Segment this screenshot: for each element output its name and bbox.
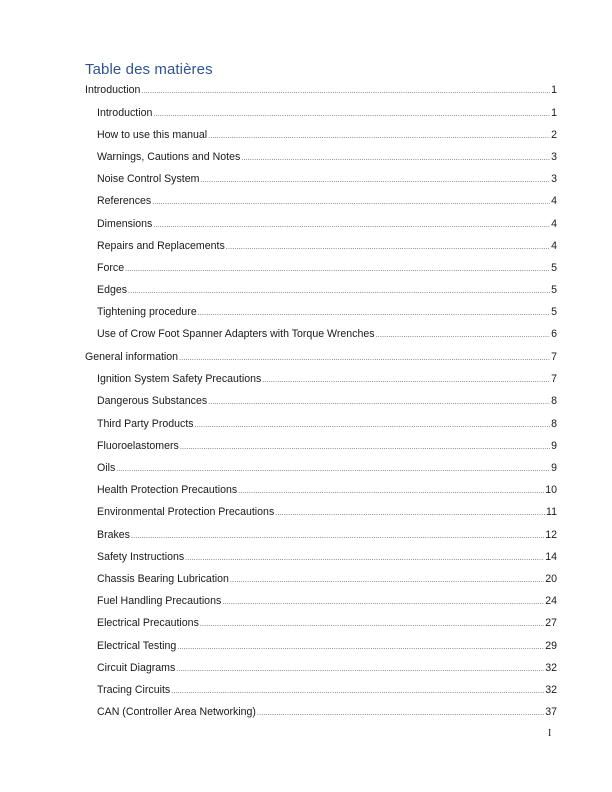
toc-entry[interactable] <box>85 261 557 283</box>
toc-entry[interactable] <box>85 616 557 638</box>
page-number: I <box>548 728 552 739</box>
toc-entry-label: Use of Crow Foot Spanner Adapters with Torque Wrenches <box>97 328 375 341</box>
toc-entry-page: 32 <box>545 661 557 674</box>
toc-dot-leader <box>177 643 544 653</box>
toc-dot-leader <box>200 620 544 630</box>
toc-entry[interactable] <box>85 439 557 461</box>
toc-dot-leader <box>376 331 551 341</box>
toc-entry-page: 14 <box>545 550 557 563</box>
toc-entry-label: Force <box>97 261 125 274</box>
toc-dot-leader <box>200 176 550 186</box>
toc-dot-leader <box>241 154 550 164</box>
toc-entry-label: Warnings, Cautions and Notes <box>97 150 241 163</box>
toc-entry-label: Ignition System Safety Precautions <box>97 373 262 386</box>
toc-entry[interactable] <box>85 83 557 106</box>
toc-entry-label: Third Party Products <box>97 417 194 430</box>
toc-entry[interactable] <box>85 172 557 194</box>
toc-dot-leader <box>131 532 544 542</box>
toc-dot-leader <box>257 709 544 719</box>
toc-entry[interactable] <box>85 661 557 683</box>
toc-entry-label: Repairs and Replacements <box>97 239 225 252</box>
toc-entry-label: Safety Instructions <box>97 550 185 563</box>
toc-entry-label: Health Protection Precautions <box>97 484 238 497</box>
toc-entry-page: 2 <box>551 128 557 141</box>
toc-dot-leader <box>230 576 544 586</box>
toc-dot-leader <box>226 243 550 253</box>
toc-entry-page: 20 <box>545 572 557 585</box>
toc-entry-label: Edges <box>97 284 128 297</box>
toc-entry-label: Fluoroelastomers <box>97 439 179 452</box>
toc-entry[interactable] <box>85 683 557 705</box>
toc-dot-leader <box>176 665 544 675</box>
toc-entry[interactable] <box>85 194 557 216</box>
toc-entry-label: Introduction <box>85 84 141 96</box>
toc-entry-label: References <box>97 195 152 208</box>
toc-entry-page: 5 <box>551 261 557 274</box>
toc-dot-leader <box>153 110 550 120</box>
toc-entry-page: 6 <box>551 328 557 341</box>
toc-entry-page: 29 <box>545 639 557 652</box>
toc-dot-leader <box>128 287 550 297</box>
toc-entry[interactable] <box>85 417 557 439</box>
toc-dot-leader <box>185 554 544 564</box>
toc-entry-page: 1 <box>551 84 557 96</box>
toc-entry-label: Circuit Diagrams <box>97 661 176 674</box>
toc-entry-page: 7 <box>551 350 557 363</box>
toc-entry-label: How to use this manual <box>97 128 208 141</box>
toc-entry-page: 3 <box>551 150 557 163</box>
toc-entry-page: 9 <box>551 462 557 474</box>
toc-title: Table des matières <box>85 61 213 78</box>
toc-entry-page: 4 <box>551 217 557 230</box>
toc-entry-page: 10 <box>545 484 557 497</box>
toc-entry[interactable] <box>85 572 557 594</box>
toc-entry[interactable] <box>85 283 557 305</box>
toc-entry[interactable] <box>85 350 557 373</box>
toc-entry-label: General information <box>85 350 179 363</box>
toc-dot-leader <box>208 398 550 408</box>
toc-entry-page: 37 <box>545 706 557 719</box>
toc-entry-page: 1 <box>551 106 557 119</box>
toc-dot-leader <box>116 465 550 475</box>
toc-entry[interactable] <box>85 217 557 239</box>
toc-entry-page: 5 <box>551 306 557 319</box>
toc-entry-label: Dangerous Substances <box>97 395 208 408</box>
toc-entry[interactable] <box>85 483 557 505</box>
toc-dot-leader <box>195 421 551 431</box>
toc-dot-leader <box>152 198 550 208</box>
toc-entry[interactable] <box>85 239 557 261</box>
toc-entry-label: Fuel Handling Precautions <box>97 595 222 608</box>
toc-entry-label: Electrical Precautions <box>97 617 199 630</box>
toc-entry[interactable] <box>85 705 557 727</box>
toc-entry-label: Tightening procedure <box>97 306 197 319</box>
toc-entry-page: 4 <box>551 195 557 208</box>
toc-dot-leader <box>238 487 544 497</box>
toc-entry[interactable] <box>85 550 557 572</box>
toc-entry[interactable] <box>85 505 557 527</box>
toc-entry-page: 11 <box>546 506 557 519</box>
toc-entry-page: 3 <box>551 173 557 186</box>
toc-list <box>85 83 557 727</box>
toc-entry[interactable] <box>85 128 557 150</box>
toc-entry[interactable] <box>85 594 557 616</box>
toc-dot-leader <box>198 309 550 319</box>
toc-entry-page: 9 <box>551 439 557 452</box>
toc-entry-label: Environmental Protection Precautions <box>97 506 275 519</box>
toc-dot-leader <box>222 598 544 608</box>
toc-dot-leader <box>171 687 544 697</box>
toc-entry-label: Dimensions <box>97 217 153 230</box>
toc-entry-label: Noise Control System <box>97 173 200 186</box>
toc-entry-page: 27 <box>545 617 557 630</box>
toc-entry[interactable] <box>85 327 557 349</box>
toc-entry-label: Tracing Circuits <box>97 683 171 696</box>
toc-dot-leader <box>208 132 550 142</box>
toc-entry[interactable] <box>85 461 557 483</box>
toc-entry[interactable] <box>85 150 557 172</box>
toc-dot-leader <box>180 443 550 453</box>
toc-dot-leader <box>275 509 545 519</box>
toc-entry[interactable] <box>85 372 557 394</box>
toc-entry-page: 32 <box>545 683 557 696</box>
toc-entry-label: Electrical Testing <box>97 639 177 652</box>
toc-entry-page: 8 <box>551 395 557 408</box>
toc-entry-page: 12 <box>545 528 557 541</box>
toc-dot-leader <box>125 265 550 275</box>
toc-entry-page: 8 <box>551 417 557 430</box>
toc-entry-label: Introduction <box>97 106 153 119</box>
toc-entry[interactable] <box>85 106 557 128</box>
toc-dot-leader <box>141 87 550 97</box>
toc-entry-label: Brakes <box>97 528 130 541</box>
toc-entry-label: Oils <box>97 462 116 474</box>
toc-entry-label: Chassis Bearing Lubrication <box>97 572 229 585</box>
toc-entry-page: 5 <box>551 284 557 297</box>
toc-entry-label: CAN (Controller Area Networking) <box>97 706 256 719</box>
toc-entry[interactable] <box>85 528 557 550</box>
toc-dot-leader <box>179 354 550 364</box>
toc-dot-leader <box>153 221 550 231</box>
toc-entry[interactable] <box>85 394 557 416</box>
toc-entry[interactable] <box>85 305 557 327</box>
toc-entry[interactable] <box>85 639 557 661</box>
toc-dot-leader <box>262 376 550 386</box>
toc-entry-page: 24 <box>545 595 557 608</box>
toc-entry-page: 7 <box>551 373 557 386</box>
toc-entry-page: 4 <box>551 239 557 252</box>
